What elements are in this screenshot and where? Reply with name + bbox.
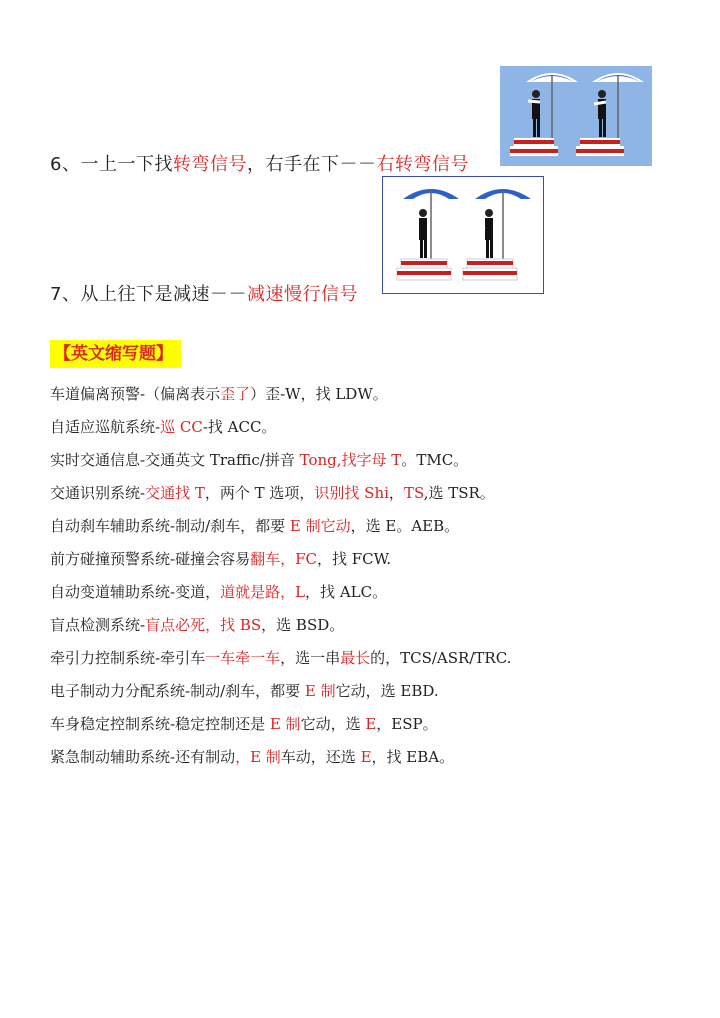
row-text: ，: [388, 484, 404, 502]
abbreviation-row: [50, 378, 690, 411]
row-text: 。TMC。: [401, 451, 469, 469]
police-figure-right: [576, 73, 644, 156]
abbreviation-row: [50, 543, 690, 576]
row-text: ，选一串: [280, 649, 341, 667]
police-figure-left: [510, 73, 578, 156]
mnemonic-highlight: TS: [403, 484, 424, 502]
row-text: ，找 FCW.: [316, 550, 392, 568]
row-text: 车道偏离预警-（偏离表示: [50, 385, 221, 403]
rule-text: 从上往下是减速－－: [80, 284, 247, 305]
abbreviation-row: [50, 675, 690, 708]
mnemonic-highlight: E: [360, 748, 372, 766]
rule-number: 6、: [50, 154, 81, 175]
mnemonic-highlight: 道就是路，L: [220, 583, 306, 601]
mnemonic-highlight: ，E 制: [235, 748, 281, 766]
abbreviation-row: [50, 444, 690, 477]
row-text: 的，TCS/ASR/TRC.: [370, 649, 512, 667]
abbreviation-row: [50, 708, 690, 741]
row-text: 自适应巡航系统-: [50, 418, 161, 436]
row-text: 前方碰撞预警系统-碰撞会容易: [50, 550, 251, 568]
abbreviation-row: [50, 411, 690, 444]
police-figure-right: [463, 189, 531, 280]
abbreviation-row: [50, 576, 690, 609]
row-text: ，找 EBA。: [371, 748, 455, 766]
rule-highlight: 转弯信号: [172, 154, 247, 175]
row-text: ）歪-W，找 LDW。: [250, 385, 388, 403]
row-text: ，选 BSD。: [261, 616, 345, 634]
mnemonic-highlight: Tong,找字母 T: [299, 451, 402, 469]
traffic-police-slow-down-image: [382, 176, 544, 294]
police-figure-left: [397, 189, 459, 280]
mnemonic-highlight: 最长: [340, 649, 371, 667]
row-text: 它动，选 EBD.: [335, 682, 439, 700]
rule-highlight: 右转弯信号: [376, 154, 469, 175]
row-text: 它动，选: [300, 715, 366, 733]
abbreviation-list: [50, 378, 690, 774]
abbreviation-row: [50, 609, 690, 642]
row-text: 交通识别系统-: [50, 484, 146, 502]
abbreviation-row: [50, 510, 690, 543]
mnemonic-highlight: E 制: [269, 715, 301, 733]
mnemonic-highlight: 歪了: [220, 385, 251, 403]
rule-6-line: [50, 150, 469, 176]
row-text: 自动刹车辅助系统-制动/刹车，都要: [50, 517, 290, 535]
section-title: 【英文缩写题】: [50, 340, 181, 368]
mnemonic-highlight: E 制它动: [289, 517, 351, 535]
rule-highlight: 减速慢行信号: [246, 284, 358, 305]
row-text: 盲点检测系统-: [50, 616, 146, 634]
row-text: -找 ACC。: [202, 418, 277, 436]
mnemonic-highlight: 巡 CC: [160, 418, 203, 436]
row-text: 车身稳定控制系统-稳定控制还是: [50, 715, 270, 733]
abbreviation-row: [50, 642, 690, 675]
mnemonic-highlight: 盲点必死，找 BS: [145, 616, 262, 634]
row-text: ，选 E。AEB。: [350, 517, 460, 535]
rule-text: 一上一下找: [80, 154, 173, 175]
rule-number: 7、: [50, 284, 81, 305]
row-text: ，ESP。: [376, 715, 438, 733]
abbreviation-row: [50, 477, 690, 510]
row-text: 车动，还选: [280, 748, 361, 766]
row-text: 实时交通信息-交通英文 Traffic/拼音: [50, 451, 300, 469]
mnemonic-highlight: 识别找 Shi: [314, 484, 389, 502]
row-text: 自动变道辅助系统-变道，: [50, 583, 221, 601]
row-text: ，找 ALC。: [305, 583, 388, 601]
mnemonic-highlight: E: [365, 715, 377, 733]
mnemonic-highlight: 交通找 T: [145, 484, 205, 502]
abbreviation-row: [50, 741, 690, 774]
row-text: 电子制动力分配系统-制动/刹车，都要: [50, 682, 305, 700]
row-text: ，两个 T 选项，: [204, 484, 315, 502]
row-text: 紧急制动辅助系统-还有制动: [50, 748, 236, 766]
traffic-police-turn-signal-image: [500, 66, 652, 166]
mnemonic-highlight: 翻车，FC: [250, 550, 317, 568]
mnemonic-highlight: E 制: [304, 682, 336, 700]
rule-7-line: [50, 280, 358, 306]
mnemonic-highlight: 一车牵一车: [205, 649, 281, 667]
row-text: ,选 TSR。: [423, 484, 495, 502]
rule-text: ，右手在下－－: [246, 154, 377, 175]
row-text: 牵引力控制系统-牵引车: [50, 649, 206, 667]
